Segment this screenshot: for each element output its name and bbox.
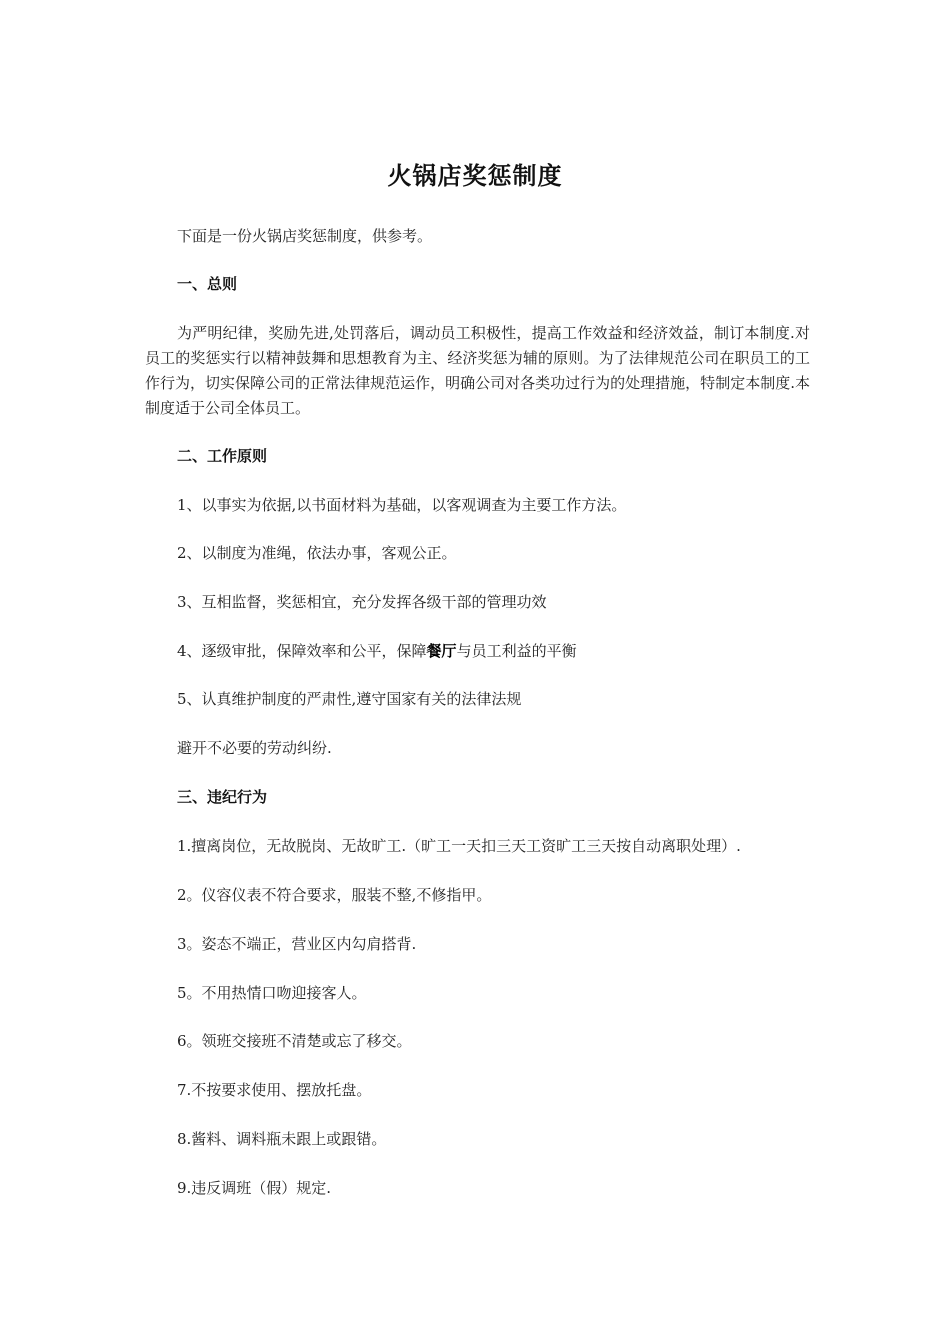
section-heading-principles: 二、工作原则 <box>177 447 268 465</box>
general-paragraph: 为严明纪律，奖励先进,处罚落后，调动员工积极性，提高工作效益和经济效益，制订本制度.对员工的奖惩实行以精神鼓舞和思想教育为主、经济奖惩为辅的原则。为了法律规范公司在职员工的工作行为，切实保障公司的正常法律规范运作，明确公司对各类功过行为的处理措施，特制定本制度.本制度适于公司全体员工。 <box>145 324 810 417</box>
section-heading-violations: 三、违纪行为 <box>177 788 268 806</box>
restaurant-keyword: 餐厅 <box>426 642 457 660</box>
violation-item: 1.擅离岗位，无故脱岗、无故旷工.（旷工一天扣三天工资旷工三天按自动离职处理）. <box>177 837 741 855</box>
violation-item: 8.酱料、调料瓶未跟上或跟错。 <box>177 1130 387 1148</box>
violation-item: 7.不按要求使用、摆放托盘。 <box>177 1081 372 1099</box>
principle-item: 5、认真维护制度的严肃性,遵守国家有关的法律法规 <box>177 690 522 708</box>
violation-item: 6。领班交接班不清楚或忘了移交。 <box>177 1032 412 1050</box>
section-heading-general: 一、总则 <box>177 275 238 293</box>
violation-item: 2。仪容仪表不符合要求，服装不整,不修指甲。 <box>177 886 492 904</box>
intro-text: 下面是一份火锅店奖惩制度，供参考。 <box>177 227 433 245</box>
violation-item: 9.违反调班（假）规定. <box>177 1179 332 1197</box>
principle-item: 2、以制度为准绳，依法办事，客观公正。 <box>177 544 457 562</box>
violation-item: 3。姿态不端正，营业区内勾肩搭背. <box>177 935 417 953</box>
principle-item: 3、互相监督，奖惩相宜，充分发挥各级干部的管理功效 <box>177 593 547 611</box>
principle-note: 避开不必要的劳动纠纷. <box>177 739 332 757</box>
document-title: 火锅店奖惩制度 <box>387 162 563 190</box>
principle-item-4-end: 与员工利益的平衡 <box>456 642 577 660</box>
principle-item-4 <box>177 639 577 663</box>
violation-item: 5。不用热情口吻迎接客人。 <box>177 984 367 1002</box>
principle-item: 1、以事实为依据,以书面材料为基础，以客观调查为主要工作方法。 <box>177 496 627 514</box>
principle-item-4-start: 4、逐级审批，保障效率和公平，保障 <box>177 642 427 660</box>
